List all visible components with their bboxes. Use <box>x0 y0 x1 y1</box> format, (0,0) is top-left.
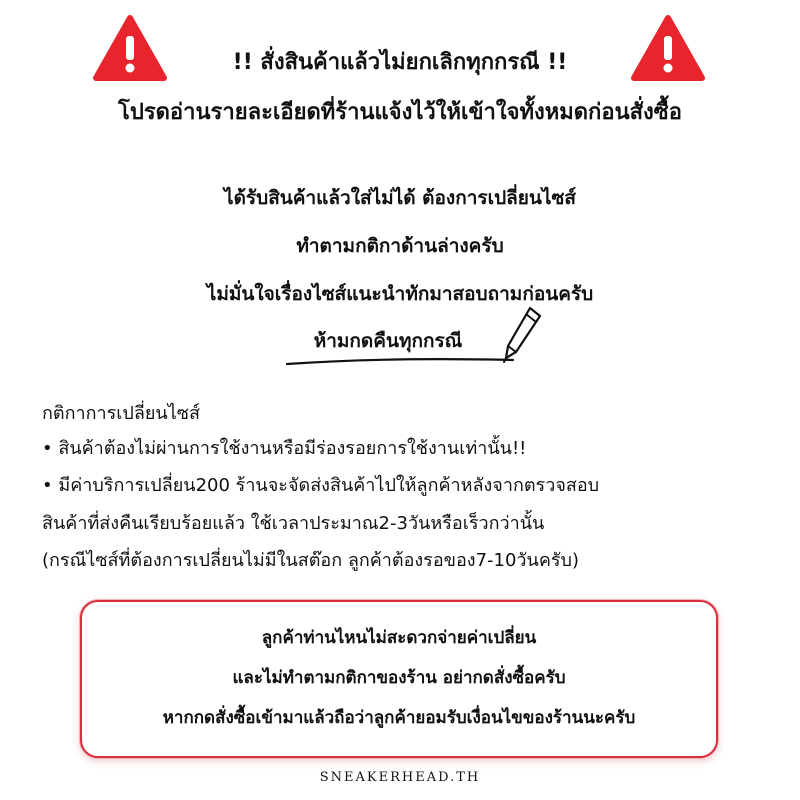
brand-name: SNEAKERHEAD.TH <box>319 770 481 785</box>
rule-note: (กรณีไซส์ที่ต้องการเปลี่ยนไม่มีในสต๊อก ลูกค้าต้องรอของ7-10วันครับ) <box>42 550 579 571</box>
no-return-text: ห้ามกดคืนทุกกรณี <box>313 330 463 352</box>
handwritten-underline <box>285 354 515 368</box>
rule-item-1: • สินค้าต้องไม่ผ่านการใช้งานหรือมีร่องรอยการใช้งานเท่านั้น!! <box>42 438 527 459</box>
pen-icon <box>500 304 544 364</box>
exchange-line-2: ทำตามกติกาด้านล่างครับ <box>296 235 504 257</box>
exchange-line-1: ได้รับสินค้าแล้วใส่ไม่ได้ ต้องการเปลี่ยนไซส์ <box>224 187 576 209</box>
exchange-line-3: ไม่มั่นใจเรื่องไซส์แนะนำทักมาสอบถามก่อนครับ <box>206 283 594 305</box>
no-return-line <box>0 326 800 356</box>
page-subtitle: โปรดอ่านรายละเอียดที่ร้านแจ้งไว้ให้เข้าใจทั้งหมดก่อนสั่งซื้อ <box>118 100 682 125</box>
rule-item-2: • มีค่าบริการเปลี่ยน200 ร้านจะจัดส่งสินค้าไปให้ลูกค้าหลังจากตรวจสอบ <box>42 475 600 496</box>
page-title: !! สั่งสินค้าแล้วไม่ยกเลิกทุกกรณี !! <box>232 50 568 75</box>
notice-line-2: และไม่ทำตามกติกาของร้าน อย่ากดสั่งซื้อครับ <box>232 668 566 688</box>
rules-heading: กติกาการเปลี่ยนไซส์ <box>42 403 200 424</box>
notice-line-1: ลูกค้าท่านไหนไม่สะดวกจ่ายค่าเปลี่ยน <box>261 628 537 648</box>
rule-item-2-cont: สินค้าที่ส่งคืนเรียบร้อยแล้ว ใช้เวลาประมาณ2-3วันหรือเร็วกว่านั้น <box>42 513 545 534</box>
notice-line-3: หากกดสั่งซื้อเข้ามาแล้วถือว่าลูกค้ายอมรับเงื่อนไขของร้านนะครับ <box>162 708 636 728</box>
